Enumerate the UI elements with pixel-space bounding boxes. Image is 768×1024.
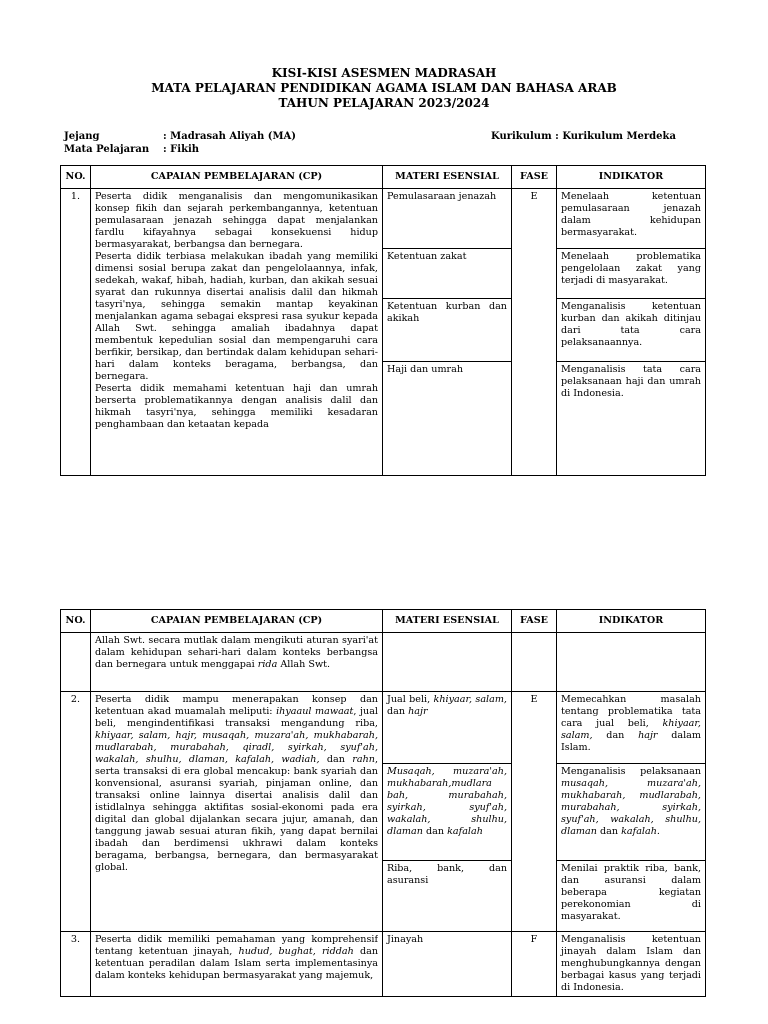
row-number: 2. [61,692,91,932]
col-header-materi: MATERI ESENSIAL [383,166,512,189]
materi-cell: Riba, bank, dan asuransi [383,861,512,932]
table-header-row [61,610,706,633]
indikator-cell: Menganalisis pelaksanaan musaqah, muzara'ah, mukhabarah, mudlarabah, murabahah, syirkah, syuf'ah, wakalah, shulhu, dlaman dan kafalah. [557,764,706,861]
indikator-cell: Menganalisis ketentuan kurban dan akikah ditinjau dari tata cara pelaksanaannya. [557,298,706,361]
materi-cell [383,633,512,692]
jenjang-label: Jejang [64,131,100,142]
cp-paragraph: Peserta didik menganalisis dan mengomunikasikan konsep fikih dan sejarah perkembangannya, ketentuan pemulasaraan jenazah sehingga dapat menjalankan fardlu kifayahnya sebagai konsekuensi hidup bermasyarakat, berbangsa dan bernegara. [95,191,378,250]
table-row [61,633,706,692]
materi-cell: Pemulasaraan jenazah [383,189,512,249]
fase-cell: E [512,189,557,476]
kisi-kisi-table-2 [60,609,706,997]
indikator-cell: Menilai praktik riba, bank, dan asuransi dalam beberapa kegiatan perekonomian di masyarakat. [557,861,706,932]
page-gap [0,520,768,600]
mapel-value: : Fikih [163,144,200,155]
cp-paragraph: Peserta didik memahami ketentuan haji dan umrah berserta problematikannya dengan analisis dalil dan hikmah tasyri'nya, sehingga memiliki kesadaran penghambaan dan ketaatan kepada [95,383,378,430]
doc-title-line-2: MATA PELAJARAN PENDIDIKAN AGAMA ISLAM DAN BAHASA ARAB [151,81,617,95]
doc-title-line-3: TAHUN PELAJARAN 2023/2024 [278,96,490,110]
col-header-cp: CAPAIAN PEMBELAJARAN (CP) [91,610,383,633]
col-header-no: NO. [61,610,91,633]
row-number: 1. [61,189,91,476]
cp-cell: Allah Swt. secara mutlak dalam mengikuti aturan syari'at dalam kehidupan sehari-hari dalam konteks berbangsa dan bernegara untuk menggapai rida Allah Swt. [91,633,383,692]
materi-cell: Ketentuan zakat [383,249,512,299]
table-row [61,189,706,249]
fase-cell: E [512,692,557,932]
col-header-cp: CAPAIAN PEMBELAJARAN (CP) [91,166,383,189]
row-number [61,633,91,692]
cp-cell: Peserta didik mampu menerapakan konsep dan ketentuan akad muamalah meliputi: ihyaaul mawaat, jual beli, mengindentifikasi transaksi mengandung riba, khiyaar, salam, hajr, musaqah, muzara'ah, mukhabarah, mudlarabah, murabahah, qiradl, syirkah, syuf'ah, wakalah, shulhu, dlaman, kafalah, wadiah, dan rahn, serta transaksi di era global mencakup: bank syariah dan konvensional, asuransi syariah, pinjaman online, dan transaksi online lainnya disertai analisis dalil dan istidlalnya sehingga aktifitas sosial-ekonomi pada era digital dan global dijalankan secara jujur, amanah, dan tanggung jawab sesuai aturan fikih, yang dapat bernilai ibadah dan berdimensi ukhrawi dalam konteks beragama, berbangsa, bernegara, dan bermasyarakat global. [91,692,383,932]
jenjang-value: : Madrasah Aliyah (MA) [163,131,297,142]
mapel-label: Mata Pelajaran [64,144,150,155]
table-header-row [61,166,706,189]
col-header-no: NO. [61,166,91,189]
col-header-indikator: INDIKATOR [557,610,706,633]
cp-cell [91,189,383,476]
col-header-materi: MATERI ESENSIAL [383,610,512,633]
document-page-2 [0,600,768,1024]
indikator-cell: Menganalisis tata cara pelaksanaan haji dan umrah di Indonesia. [557,361,706,475]
fase-cell [512,633,557,692]
table-row [61,932,706,997]
cp-paragraph: Peserta didik terbiasa melakukan ibadah yang memiliki dimensi sosial berupa zakat dan pengelolaannya, infak, sedekah, wakaf, hibah, hadiah, kurban, dan akikah sesuai syarat dan rukunnya disertai analisis dalil dan hikmah tasyri'nya, sehingga semakin mantap keyakinan menjalankan agama sebagai ekspresi rasa syukur kepada Allah Swt. sehingga amaliah ibadahnya dapat membentuk kepedulian sosial dan mempengaruhi cara berfikir, bersikap, dan bertindak dalam kehidupan sehari-hari dalam konteks beragama, berbangsa, dan bernegara. [95,251,378,382]
col-header-fase: FASE [512,610,557,633]
indikator-cell: Memecahkan masalah tentang problematika tata cara jual beli, khiyaar, salam, dan hajr dalam Islam. [557,692,706,764]
cp-cell: Peserta didik memiliki pemahaman yang komprehensif tentang ketentuan jinayah, hudud, bughat, riddah dan ketentuan peradilan dalam Islam serta implementasinya dalam konteks kehidupan bermasyarakat yang majemuk, [91,932,383,997]
indikator-cell: Menelaah ketentuan pemulasaraan jenazah dalam kehidupan bermasyarakat. [557,189,706,249]
col-header-indikator: INDIKATOR [557,166,706,189]
materi-cell: Jinayah [383,932,512,997]
row-number: 3. [61,932,91,997]
kurikulum-info: Kurikulum : Kurikulum Merdeka [491,131,676,142]
table-row [61,692,706,764]
materi-cell: Ketentuan kurban dan akikah [383,298,512,361]
indikator-cell: Menelaah problematika pengelolaan zakat yang terjadi di masyarakat. [557,249,706,299]
materi-cell: Musaqah, muzara'ah, mukhabarah,mudlara bah, murabahah, syirkah, syuf'ah, wakalah, shulhu, dlaman dan kafalah [383,764,512,861]
indikator-cell [557,633,706,692]
col-header-fase: FASE [512,166,557,189]
indikator-cell: Menganalisis ketentuan jinayah dalam Islam dan menghubungkannya dengan berbagai kasus yang terjadi di Indonesia. [557,932,706,997]
doc-title-line-1: KISI-KISI ASESMEN MADRASAH [271,66,497,80]
kisi-kisi-table-1 [60,165,706,476]
materi-cell: Jual beli, khiyaar, salam, dan hajr [383,692,512,764]
fase-cell: F [512,932,557,997]
materi-cell: Haji dan umrah [383,361,512,475]
